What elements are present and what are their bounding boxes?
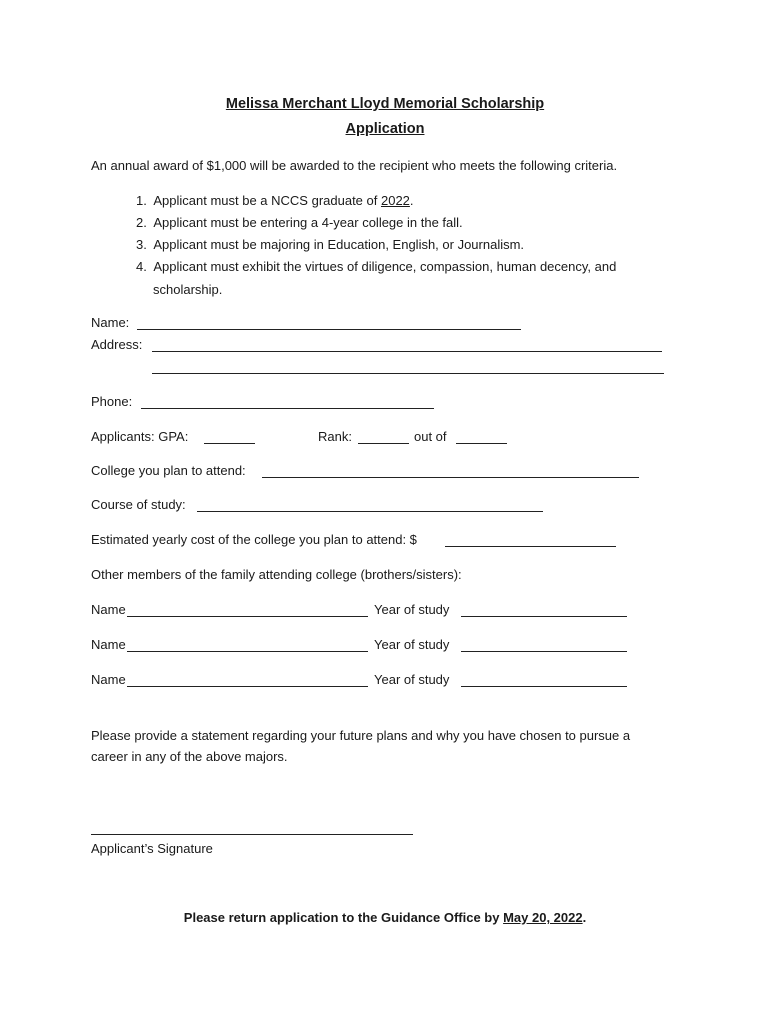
rank-total-field[interactable] [456,443,507,444]
statement-prompt: Please provide a statement regarding your future plans and why you have chosen to pursue a [91,728,631,743]
year-of-study-field-1[interactable] [461,616,627,617]
list-item: 1. Applicant must be a NCCS graduate of 2022. [136,193,414,208]
form-subtitle: Application [345,121,425,137]
list-item: 2. Applicant must be entering a 4-year college in the fall. [136,215,463,230]
rank-label: Rank: [318,429,352,444]
course-field[interactable] [197,511,543,512]
family-name-field-3[interactable] [127,686,368,687]
family-name-label: Name [91,602,126,617]
year-of-study-field-3[interactable] [461,686,627,687]
gpa-label: Applicants: GPA: [91,429,189,444]
statement-prompt-cont: career in any of the above majors. [91,749,288,764]
address-field-line1[interactable] [152,351,662,352]
form-title: Melissa Merchant Lloyd Memorial Scholarship [225,96,545,112]
return-instructions: Please return application to the Guidance Office by May 20, 2022. [183,910,587,925]
signature-label: Applicant’s Signature [91,841,213,856]
family-label: Other members of the family attending college (brothers/sisters): [91,567,462,582]
family-name-label: Name [91,672,126,687]
name-label: Name: [91,315,130,330]
list-item: 4. Applicant must exhibit the virtues of diligence, compassion, human decency, and [136,259,617,274]
family-name-field-1[interactable] [127,616,368,617]
cost-field[interactable] [445,546,616,547]
family-name-label: Name [91,637,126,652]
address-field-line2[interactable] [152,373,664,374]
gpa-field[interactable] [204,443,255,444]
phone-field[interactable] [141,408,434,409]
list-item: 3. Applicant must be majoring in Education, English, or Journalism. [136,237,525,252]
due-date: May 20, 2022 [503,910,583,925]
out-of-label: out of [414,429,447,444]
graduation-year: 2022 [380,193,410,208]
year-of-study-label: Year of study [374,672,450,687]
list-item-continuation: scholarship. [153,282,223,297]
year-of-study-field-2[interactable] [461,651,627,652]
signature-field[interactable] [91,834,413,835]
course-label: Course of study: [91,497,186,512]
cost-label: Estimated yearly cost of the college you plan to attend: $ [91,532,417,547]
year-of-study-label: Year of study [374,602,450,617]
rank-field[interactable] [358,443,409,444]
address-label: Address: [91,337,143,352]
college-field[interactable] [262,477,639,478]
name-field[interactable] [137,329,521,330]
phone-label: Phone: [91,394,133,409]
year-of-study-label: Year of study [374,637,450,652]
intro-text: An annual award of $1,000 will be awarded to the recipient who meets the following criteria. [91,158,618,173]
family-name-field-2[interactable] [127,651,368,652]
college-label: College you plan to attend: [91,463,246,478]
